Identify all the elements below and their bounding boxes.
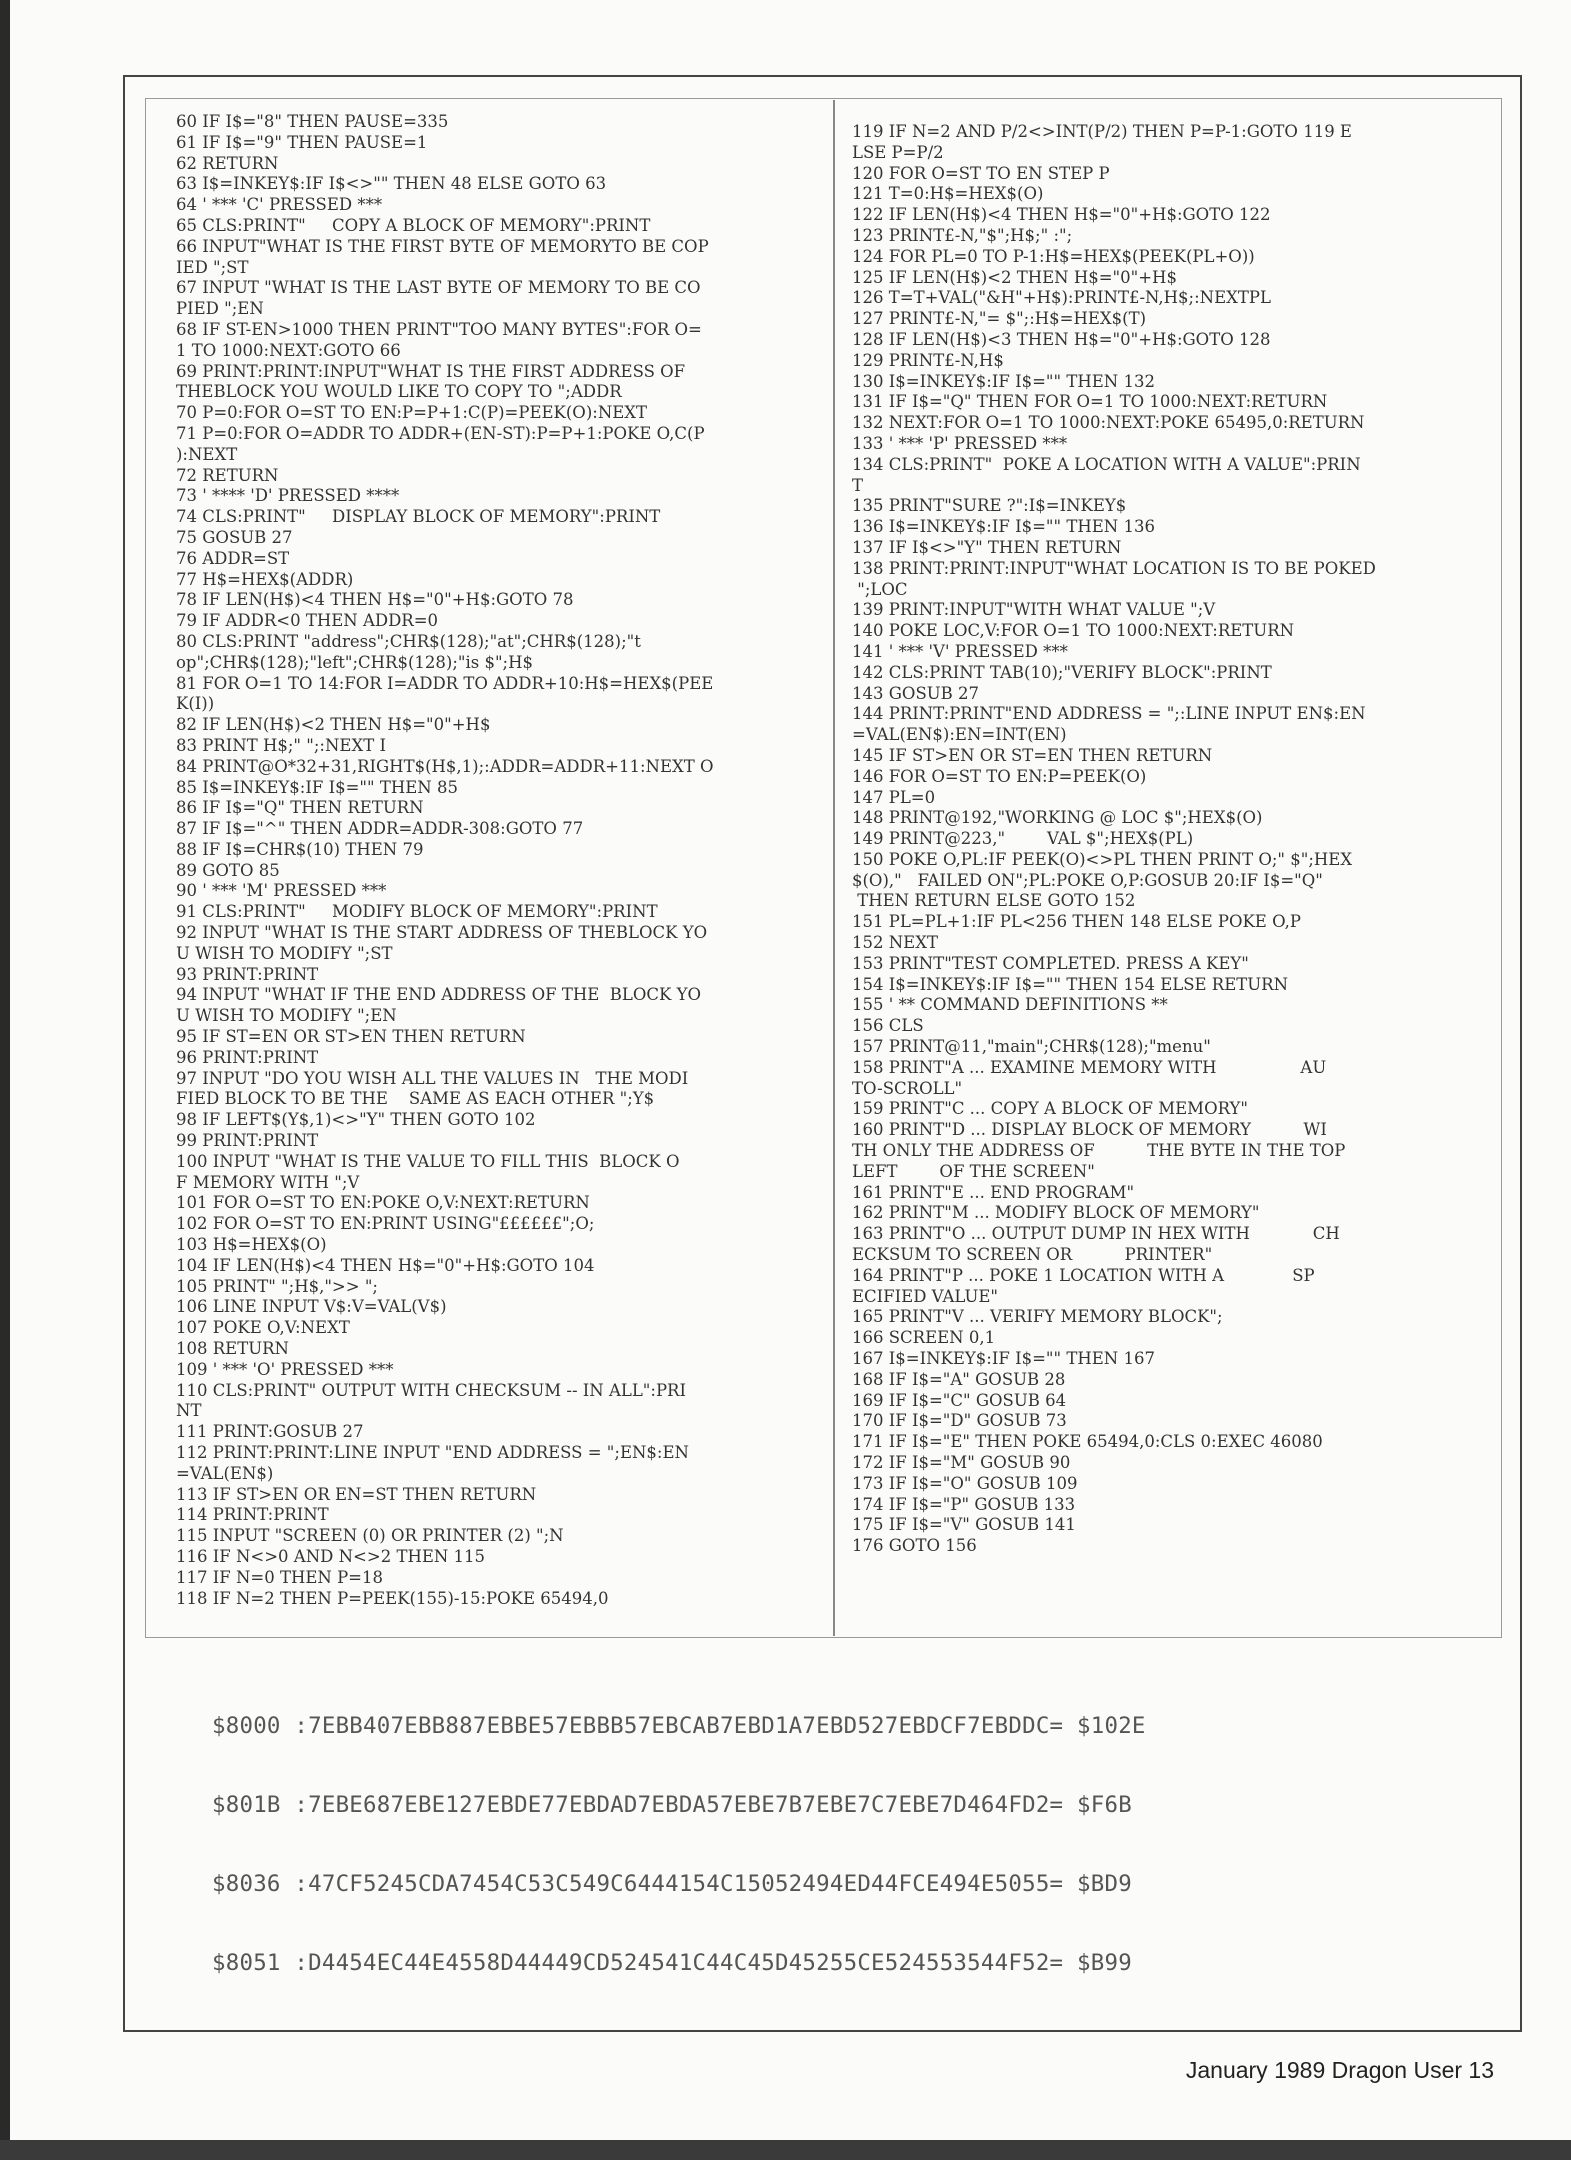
code-line: 139 PRINT:INPUT"WITH WHAT VALUE ";V: [852, 600, 1216, 620]
code-line: 142 CLS:PRINT TAB(10);"VERIFY BLOCK":PRINT: [852, 662, 1272, 682]
code-line: 112 PRINT:PRINT:LINE INPUT "END ADDRESS = ";EN$:EN: [176, 1443, 689, 1462]
code-line: 86 IF I$="Q" THEN RETURN: [176, 798, 424, 818]
code-line: ECIFIED VALUE": [852, 1286, 998, 1306]
code-line: 80 CLS:PRINT "address";CHR$(128);"at";CHR$(128);"t: [176, 631, 641, 651]
code-line: F MEMORY WITH ";V: [176, 1172, 360, 1192]
code-line: 138 PRINT:PRINT:INPUT"WHAT LOCATION IS TO BE POKED: [852, 558, 1376, 578]
code-line: 126 T=T+VAL("&H"+H$):PRINT£-N,H$;:NEXTPL: [852, 288, 1271, 308]
code-line: 158 PRINT"A ... EXAMINE MEMORY WITH AU: [852, 1057, 1327, 1077]
code-line: 114 PRINT:PRINT: [176, 1505, 329, 1525]
code-line: 64 ' *** 'C' PRESSED ***: [176, 195, 383, 215]
code-line: 171 IF I$="E" THEN POKE 65494,0:CLS 0:EXEC 46080: [852, 1432, 1323, 1452]
hex-dump-line: $801B :7EBE687EBE127EBDE77EBDAD7EBDA57EBE7B7EBE7C7EBE7D464FD2= $F6B: [212, 1792, 1132, 1818]
code-line: 116 IF N<>0 AND N<>2 THEN 115: [176, 1546, 486, 1566]
code-line: 162 PRINT"M ... MODIFY BLOCK OF MEMORY": [852, 1203, 1260, 1223]
code-line: 105 PRINT" ";H$,">> ";: [176, 1276, 378, 1296]
code-line: 107 POKE O,V:NEXT: [176, 1318, 350, 1338]
code-line: 130 I$=INKEY$:IF I$="" THEN 132: [852, 371, 1155, 391]
code-line: 96 PRINT:PRINT: [176, 1047, 319, 1067]
code-line: 68 IF ST-EN>1000 THEN PRINT"TOO MANY BYTES":FOR O=: [176, 319, 702, 339]
code-line: 155 ' ** COMMAND DEFINITIONS **: [852, 995, 1168, 1015]
code-line: 69 PRINT:PRINT:INPUT"WHAT IS THE FIRST ADDRESS OF: [176, 361, 686, 381]
code-line: THEN RETURN ELSE GOTO 152: [852, 891, 1136, 911]
code-line: NT: [176, 1401, 202, 1421]
code-line: 169 IF I$="C" GOSUB 64: [852, 1390, 1067, 1410]
code-line: 87 IF I$="^" THEN ADDR=ADDR-308:GOTO 77: [176, 819, 584, 839]
code-column-right: [852, 122, 1492, 1557]
hex-dump-line: $8051 :D4454EC44E4558D44449CD524541C44C45D45255CE524553544F52= $B99: [212, 1950, 1132, 1976]
code-line: 150 POKE O,PL:IF PEEK(O)<>PL THEN PRINT O;" $";HEX: [852, 849, 1353, 869]
code-line: ECKSUM TO SCREEN OR PRINTER": [852, 1245, 1213, 1265]
code-line: 164 PRINT"P ... POKE 1 LOCATION WITH A SP: [852, 1265, 1315, 1285]
code-line: 110 CLS:PRINT" OUTPUT WITH CHECKSUM -- IN ALL":PRI: [176, 1380, 687, 1400]
code-line: 135 PRINT"SURE ?":I$=INKEY$: [852, 496, 1127, 516]
code-line: 152 NEXT: [852, 933, 938, 953]
code-line: 121 T=0:H$=HEX$(O): [852, 184, 1044, 204]
code-line: 72 RETURN: [176, 465, 279, 485]
code-line: 71 P=0:FOR O=ADDR TO ADDR+(EN-ST):P=P+1:POKE O,C(P: [176, 423, 705, 443]
code-line: 89 GOTO 85: [176, 860, 280, 880]
code-line: 174 IF I$="P" GOSUB 133: [852, 1494, 1076, 1514]
code-line: 125 IF LEN(H$)<2 THEN H$="0"+H$: [852, 267, 1177, 287]
column-divider: [833, 100, 835, 1636]
code-line: TH ONLY THE ADDRESS OF THE BYTE IN THE TOP: [852, 1141, 1346, 1161]
code-line: 104 IF LEN(H$)<4 THEN H$="0"+H$:GOTO 104: [176, 1255, 595, 1275]
code-line: IED ";ST: [176, 257, 249, 277]
code-line: 176 GOTO 156: [852, 1536, 977, 1556]
code-line: 90 ' *** 'M' PRESSED ***: [176, 881, 387, 901]
code-line: 134 CLS:PRINT" POKE A LOCATION WITH A VALUE":PRIN: [852, 454, 1361, 474]
code-line: 129 PRINT£-N,H$: [852, 350, 1004, 370]
code-line: T: [852, 475, 864, 495]
code-line: 127 PRINT£-N,"= $";:H$=HEX$(T): [852, 309, 1147, 329]
code-line: 161 PRINT"E ... END PROGRAM": [852, 1182, 1135, 1202]
code-line: 146 FOR O=ST TO EN:P=PEEK(O): [852, 766, 1147, 786]
code-line: 149 PRINT@223," VAL $";HEX$(PL): [852, 829, 1194, 849]
hex-dump-line: $8036 :47CF5245CDA7454C53C549C6444154C15052494ED44FCE494E5055= $BD9: [212, 1871, 1132, 1897]
code-line: 70 P=0:FOR O=ST TO EN:P=P+1:C(P)=PEEK(O):NEXT: [176, 403, 648, 423]
code-line: 74 CLS:PRINT" DISPLAY BLOCK OF MEMORY":PRINT: [176, 507, 661, 527]
code-line: 63 I$=INKEY$:IF I$<>"" THEN 48 ELSE GOTO 63: [176, 174, 607, 194]
code-line: 76 ADDR=ST: [176, 548, 290, 568]
code-line: 170 IF I$="D" GOSUB 73: [852, 1411, 1067, 1431]
code-line: 119 IF N=2 AND P/2<>INT(P/2) THEN P=P-1:GOTO 119 E: [852, 122, 1352, 141]
code-line: 168 IF I$="A" GOSUB 28: [852, 1369, 1066, 1389]
code-line: 84 PRINT@O*32+31,RIGHT$(H$,1);:ADDR=ADDR+11:NEXT O: [176, 756, 714, 776]
code-line: 85 I$=INKEY$:IF I$="" THEN 85: [176, 777, 458, 797]
code-line: 93 PRINT:PRINT: [176, 964, 319, 984]
code-line: 99 PRINT:PRINT: [176, 1131, 319, 1151]
code-line: 172 IF I$="M" GOSUB 90: [852, 1453, 1071, 1472]
code-line: 66 INPUT"WHAT IS THE FIRST BYTE OF MEMORYTO BE COP: [176, 236, 709, 256]
code-line: 106 LINE INPUT V$:V=VAL(V$): [176, 1297, 447, 1317]
code-line: 97 INPUT "DO YOU WISH ALL THE VALUES IN THE MODI: [176, 1068, 689, 1088]
code-line: $(O)," FAILED ON";PL:POKE O,P:GOSUB 20:IF I$="Q": [852, 870, 1323, 890]
scan-bottom-edge: [0, 2140, 1571, 2160]
code-line: 113 IF ST>EN OR EN=ST THEN RETURN: [176, 1484, 537, 1504]
code-line: 144 PRINT:PRINT"END ADDRESS = ";:LINE INPUT EN$:EN: [852, 704, 1366, 724]
code-line: 117 IF N=0 THEN P=18: [176, 1567, 383, 1587]
code-line: ):NEXT: [176, 444, 238, 464]
code-line: 128 IF LEN(H$)<3 THEN H$="0"+H$:GOTO 128: [852, 329, 1271, 349]
code-line: LEFT OF THE SCREEN": [852, 1161, 1095, 1181]
code-line: LSE P=P/2: [852, 142, 944, 162]
code-line: 175 IF I$="V" GOSUB 141: [852, 1515, 1076, 1535]
code-line: 165 PRINT"V ... VERIFY MEMORY BLOCK";: [852, 1307, 1223, 1327]
code-line: 78 IF LEN(H$)<4 THEN H$="0"+H$:GOTO 78: [176, 590, 574, 610]
code-line: U WISH TO MODIFY ";ST: [176, 943, 393, 963]
code-line: 79 IF ADDR<0 THEN ADDR=0: [176, 611, 439, 631]
code-line: 108 RETURN: [176, 1339, 289, 1359]
code-line: 132 NEXT:FOR O=1 TO 1000:NEXT:POKE 65495,0:RETURN: [852, 413, 1365, 433]
code-line: op";CHR$(128);"left";CHR$(128);"is $";H$: [176, 652, 533, 672]
code-line: U WISH TO MODIFY ";EN: [176, 1006, 397, 1026]
code-line: =VAL(EN$):EN=INT(EN): [852, 725, 1067, 745]
code-line: 147 PL=0: [852, 787, 936, 807]
code-line: 92 INPUT "WHAT IS THE START ADDRESS OF THEBLOCK YO: [176, 923, 708, 943]
code-line: 131 IF I$="Q" THEN FOR O=1 TO 1000:NEXT:RETURN: [852, 392, 1328, 412]
page-footer: January 1989 Dragon User 13: [1185, 2057, 1494, 2083]
code-line: 60 IF I$="8" THEN PAUSE=335: [176, 112, 449, 131]
code-line: 103 H$=HEX$(O): [176, 1235, 327, 1255]
code-line: 65 CLS:PRINT" COPY A BLOCK OF MEMORY":PRINT: [176, 215, 651, 235]
code-line: 98 IF LEFT$(Y$,1)<>"Y" THEN GOTO 102: [176, 1110, 536, 1130]
code-line: 156 CLS: [852, 1016, 924, 1036]
code-line: 167 I$=INKEY$:IF I$="" THEN 167: [852, 1349, 1155, 1369]
code-line: FIED BLOCK TO BE THE SAME AS EACH OTHER ";Y$: [176, 1089, 655, 1109]
code-line: 160 PRINT"D ... DISPLAY BLOCK OF MEMORY WI: [852, 1120, 1327, 1140]
code-line: 173 IF I$="O" GOSUB 109: [852, 1473, 1078, 1493]
hex-dump-line: $8000 :7EBB407EBB887EBBE57EBBB57EBCAB7EBD1A7EBD527EBDCF7EBDDC= $102E: [212, 1713, 1146, 1739]
code-line: 67 INPUT "WHAT IS THE LAST BYTE OF MEMORY TO BE CO: [176, 278, 701, 298]
code-line: 91 CLS:PRINT" MODIFY BLOCK OF MEMORY":PRINT: [176, 902, 658, 922]
code-line: 153 PRINT"TEST COMPLETED. PRESS A KEY": [852, 953, 1249, 973]
code-line: 100 INPUT "WHAT IS THE VALUE TO FILL THIS BLOCK O: [176, 1151, 680, 1171]
code-line: 94 INPUT "WHAT IF THE END ADDRESS OF THE BLOCK YO: [176, 985, 701, 1005]
code-line: 159 PRINT"C ... COPY A BLOCK OF MEMORY": [852, 1099, 1248, 1119]
code-line: K(I)): [176, 694, 215, 714]
code-line: 82 IF LEN(H$)<2 THEN H$="0"+H$: [176, 715, 491, 735]
code-line: 77 H$=HEX$(ADDR): [176, 569, 354, 589]
code-line: 122 IF LEN(H$)<4 THEN H$="0"+H$:GOTO 122: [852, 205, 1271, 225]
code-line: 118 IF N=2 THEN P=PEEK(155)-15:POKE 65494,0: [176, 1588, 609, 1608]
code-line: 111 PRINT:GOSUB 27: [176, 1422, 364, 1442]
code-line: 145 IF ST>EN OR ST=EN THEN RETURN: [852, 745, 1213, 765]
code-line: THEBLOCK YOU WOULD LIKE TO COPY TO ";ADDR: [176, 382, 622, 402]
code-line: 88 IF I$=CHR$(10) THEN 79: [176, 839, 424, 859]
code-line: 136 I$=INKEY$:IF I$="" THEN 136: [852, 517, 1155, 537]
code-line: 73 ' **** 'D' PRESSED ****: [176, 486, 400, 506]
code-line: 166 SCREEN 0,1: [852, 1328, 996, 1348]
page-binding-edge: [0, 0, 10, 2160]
code-line: 81 FOR O=1 TO 14:FOR I=ADDR TO ADDR+10:H$=HEX$(PEE: [176, 673, 714, 693]
code-line: 102 FOR O=ST TO EN:PRINT USING"££££££";O;: [176, 1214, 595, 1234]
code-line: 62 RETURN: [176, 153, 279, 173]
code-line: 151 PL=PL+1:IF PL<256 THEN 148 ELSE POKE O,P: [852, 912, 1302, 932]
code-line: 133 ' *** 'P' PRESSED ***: [852, 433, 1068, 453]
code-line: 124 FOR PL=0 TO P-1:H$=HEX$(PEEK(PL+O)): [852, 246, 1255, 266]
code-line: 95 IF ST=EN OR ST>EN THEN RETURN: [176, 1027, 526, 1047]
code-line: 109 ' *** 'O' PRESSED ***: [176, 1359, 394, 1379]
code-line: 137 IF I$<>"Y" THEN RETURN: [852, 537, 1122, 557]
code-line: =VAL(EN$): [176, 1463, 274, 1483]
code-line: PIED ";EN: [176, 299, 264, 319]
code-column-left: [176, 112, 816, 1609]
code-line: 101 FOR O=ST TO EN:POKE O,V:NEXT:RETURN: [176, 1193, 590, 1213]
code-line: 1 TO 1000:NEXT:GOTO 66: [176, 340, 401, 360]
code-line: 75 GOSUB 27: [176, 527, 293, 547]
code-line: ";LOC: [852, 579, 908, 599]
code-line: TO-SCROLL": [852, 1078, 963, 1098]
code-line: 123 PRINT£-N,"$";H$;" :";: [852, 225, 1073, 245]
code-line: 148 PRINT@192,"WORKING @ LOC $";HEX$(O): [852, 808, 1263, 828]
code-line: 157 PRINT@11,"main";CHR$(128);"menu": [852, 1037, 1211, 1057]
code-line: 143 GOSUB 27: [852, 683, 980, 703]
code-line: 120 FOR O=ST TO EN STEP P: [852, 163, 1110, 183]
code-line: 61 IF I$="9" THEN PAUSE=1: [176, 132, 428, 152]
code-line: 154 I$=INKEY$:IF I$="" THEN 154 ELSE RETURN: [852, 974, 1289, 994]
code-line: 83 PRINT H$;" ";:NEXT I: [176, 735, 386, 755]
code-line: 115 INPUT "SCREEN (0) OR PRINTER (2) ";N: [176, 1526, 564, 1546]
code-line: 163 PRINT"O ... OUTPUT DUMP IN HEX WITH CH: [852, 1224, 1340, 1244]
code-line: 141 ' *** 'V' PRESSED ***: [852, 641, 1068, 661]
code-line: 140 POKE LOC,V:FOR O=1 TO 1000:NEXT:RETURN: [852, 621, 1295, 641]
